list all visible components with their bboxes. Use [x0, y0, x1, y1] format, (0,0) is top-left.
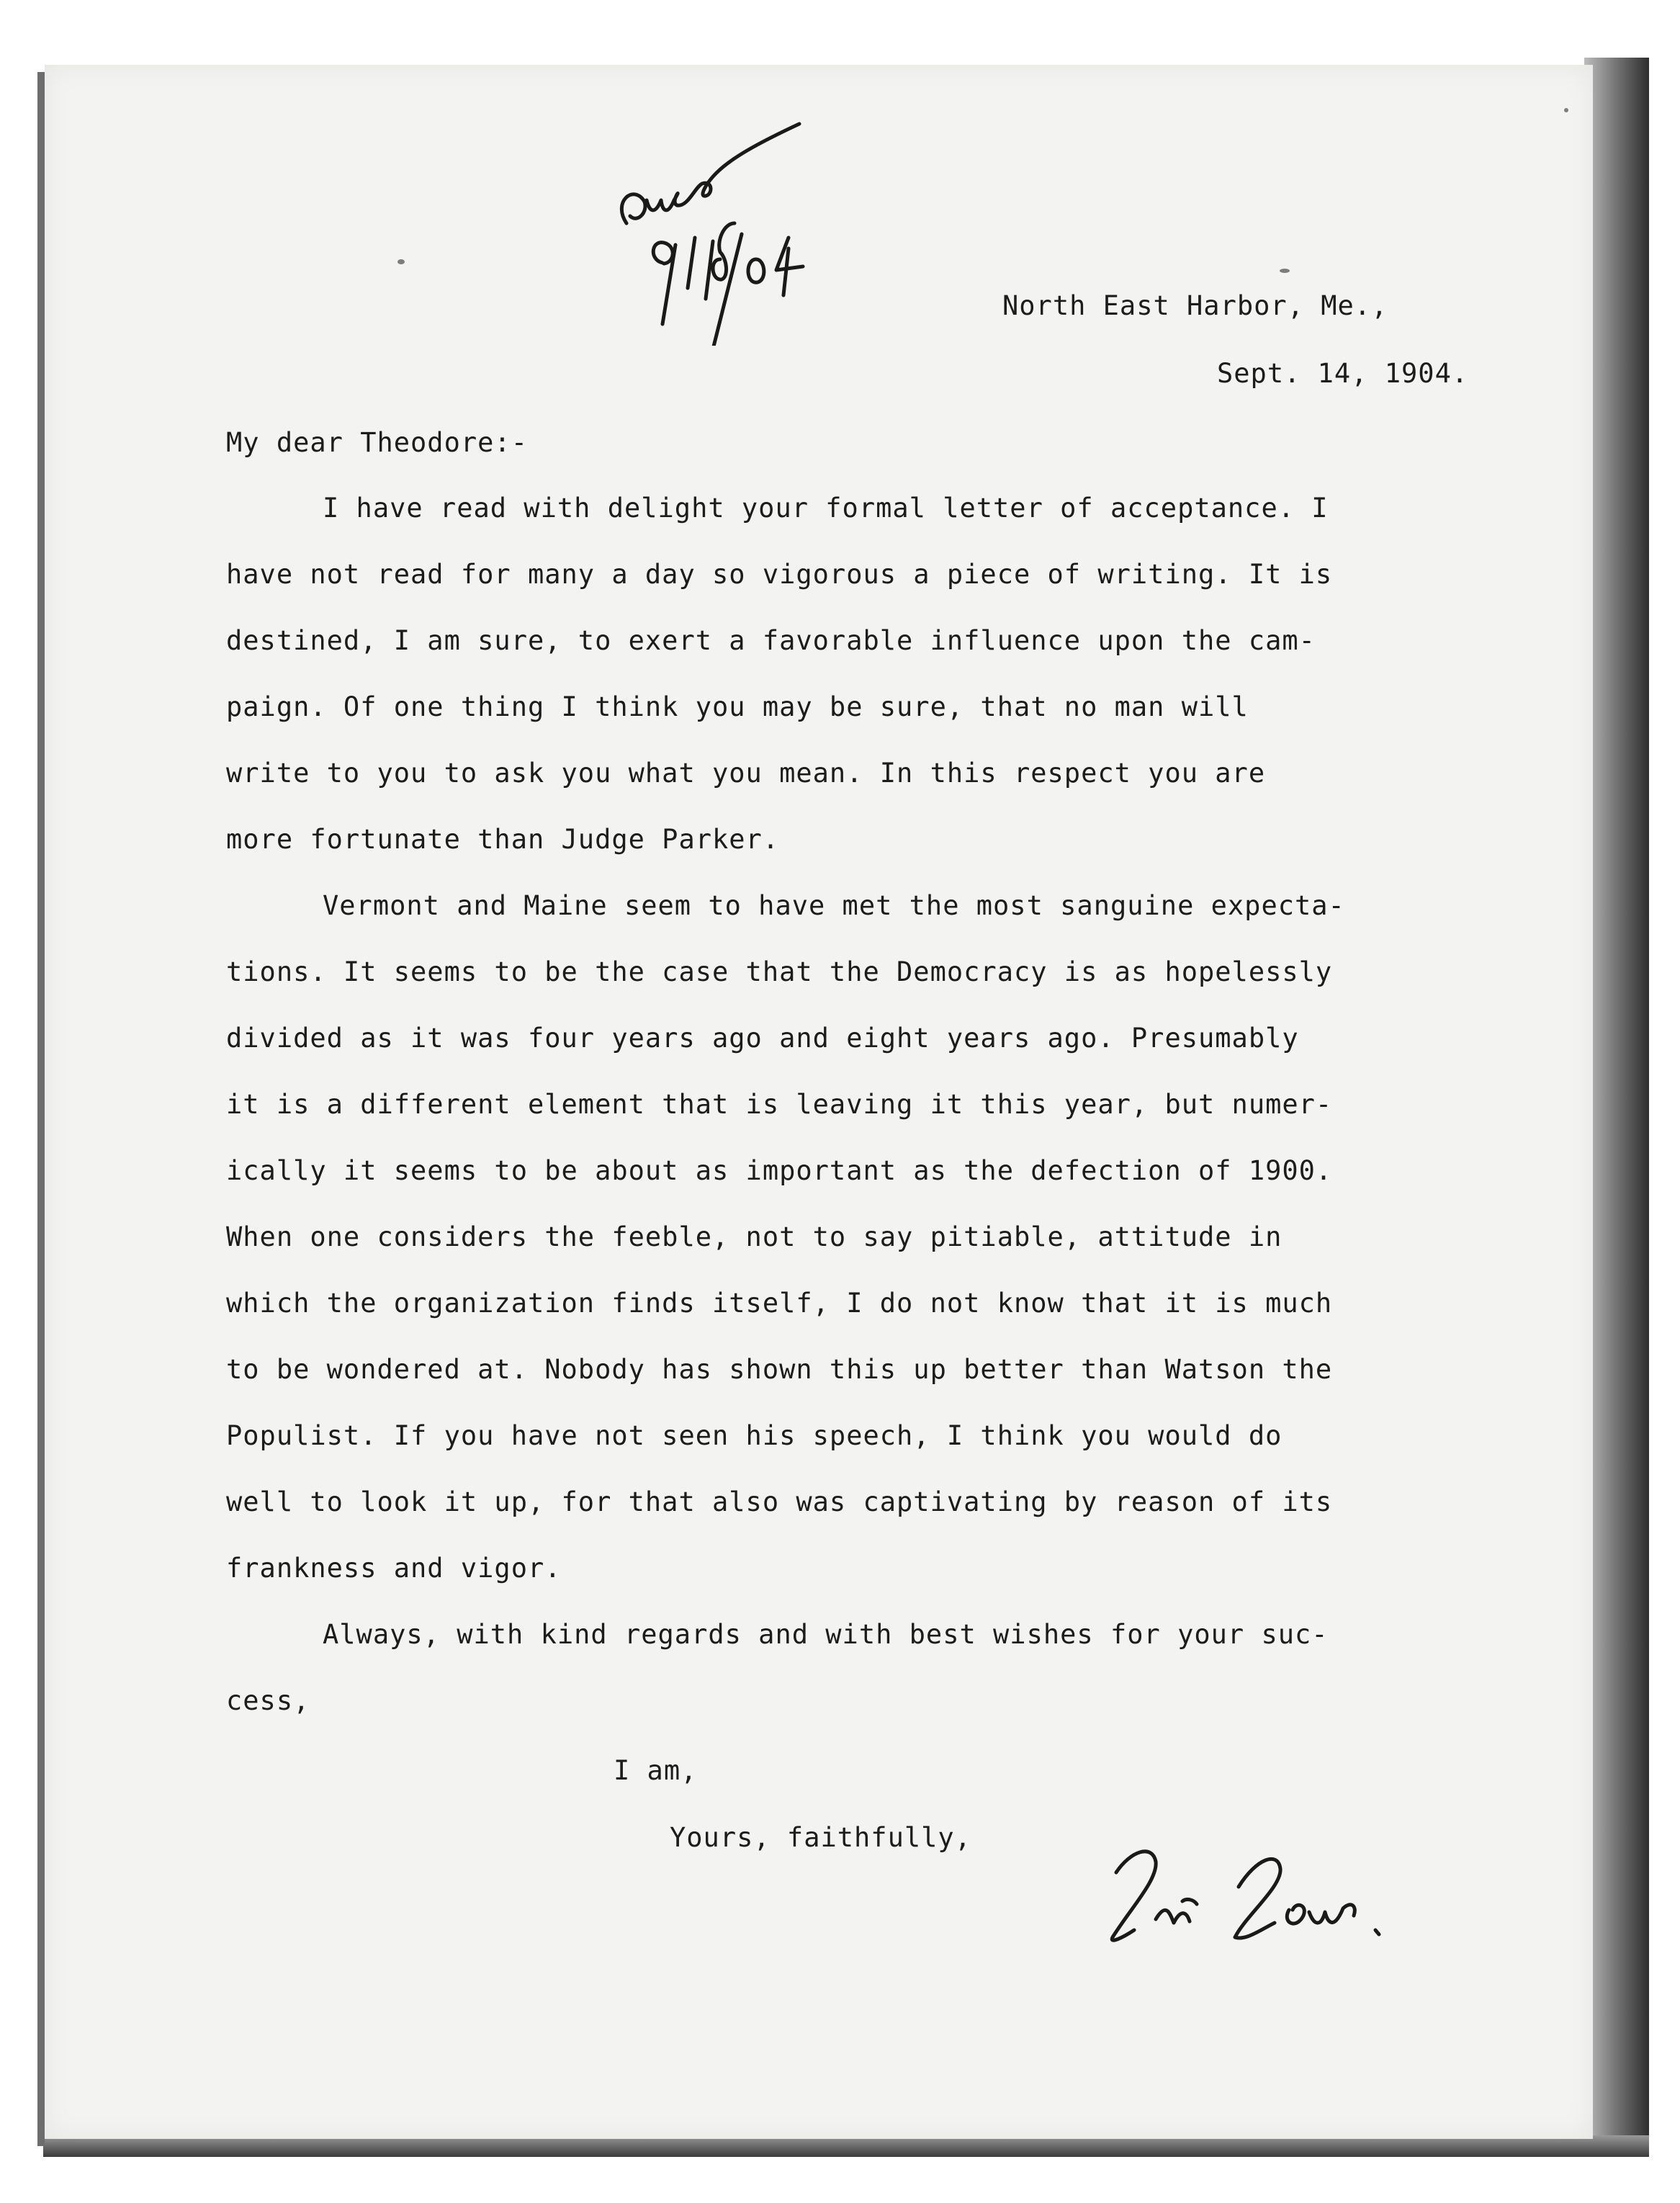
body-line: paign. Of one thing I think you may be sure, that no man will	[226, 691, 1249, 722]
body-line: cess,	[226, 1685, 310, 1716]
body-line: Vermont and Maine seem to have met the most sanguine expecta-	[323, 890, 1345, 921]
paper-speck	[1564, 108, 1568, 112]
body-line: When one considers the feeble, not to say pitiable, attitude in	[226, 1221, 1283, 1252]
body-line: Always, with kind regards and with best wishes for your suc-	[323, 1619, 1329, 1650]
sheet-left-edge	[37, 72, 45, 2146]
body-line: to be wondered at. Nobody has shown this up better than Watson the	[226, 1354, 1333, 1385]
body-line: it is a different element that is leaving it this year, but numer-	[226, 1089, 1333, 1120]
sender-address: North East Harbor, Me.,	[1002, 290, 1388, 321]
body-line: frankness and vigor.	[226, 1553, 562, 1584]
body-line: divided as it was four years ago and eight years ago. Presumably	[226, 1023, 1299, 1054]
letter-body	[226, 494, 1537, 1753]
complimentary-close: Yours, faithfully,	[670, 1822, 971, 1853]
salutation: My dear Theodore:-	[226, 427, 528, 458]
body-line: write to you to ask you what you mean. In this respect you are	[226, 758, 1266, 789]
body-line: I have read with delight your formal letter of acceptance. I	[323, 493, 1329, 524]
body-line: Populist. If you have not seen his speech, I think you would do	[226, 1420, 1283, 1451]
body-line: have not read for many a day so vigorous a piece of writing. It is	[226, 559, 1333, 590]
sheet-edge-shadow	[1584, 58, 1649, 2153]
letter-date: Sept. 14, 1904.	[1217, 358, 1469, 389]
closing-phrase: I am,	[614, 1755, 698, 1786]
body-line: more fortunate than Judge Parker.	[226, 824, 780, 855]
handwritten-annotation	[605, 115, 835, 346]
body-line: well to look it up, for that also was captivating by reason of its	[226, 1486, 1333, 1517]
paper-speck	[1280, 269, 1290, 273]
paper-speck	[397, 259, 405, 264]
body-line: which the organization finds itself, I do not know that it is much	[226, 1288, 1333, 1319]
body-line: tions. It seems to be the case that the Democracy is as hopelessly	[226, 956, 1333, 987]
handwritten-signature	[1102, 1829, 1404, 1959]
body-line: destined, I am sure, to exert a favorable influence upon the cam-	[226, 625, 1316, 656]
body-line: ically it seems to be about as important as the defection of 1900.	[226, 1155, 1333, 1186]
